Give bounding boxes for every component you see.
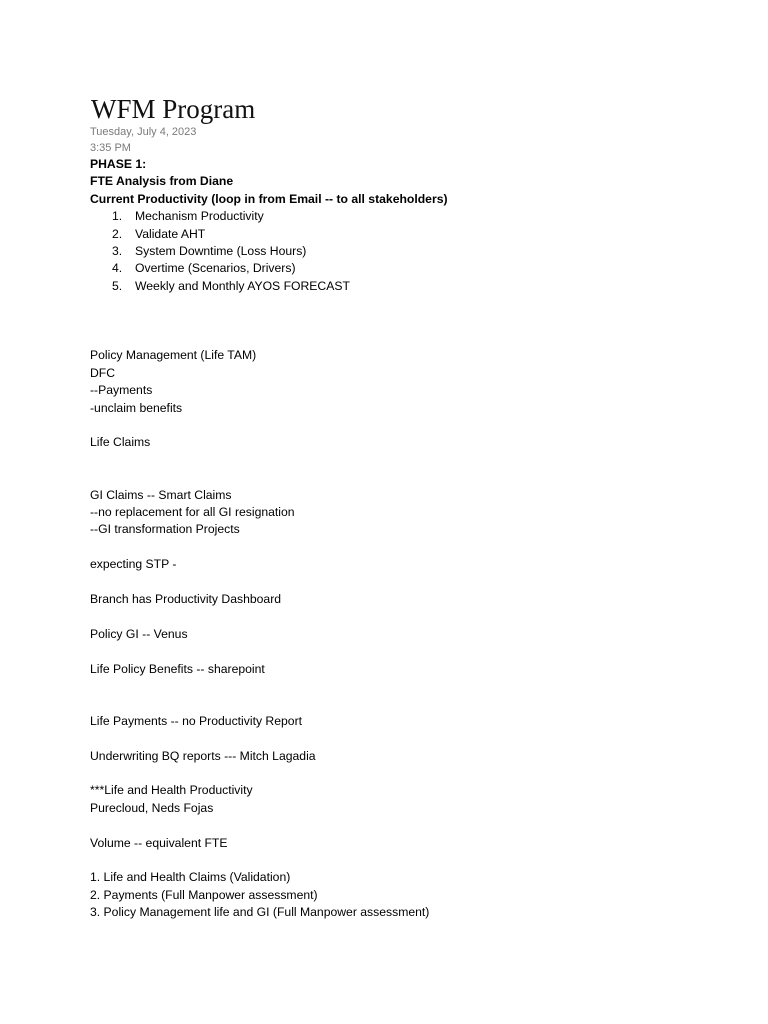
note-line: -unclaim benefits [90, 400, 183, 415]
spacer [90, 295, 730, 347]
list-item-text: Mechanism Productivity [135, 209, 264, 224]
list-item-number: 4. [112, 261, 123, 276]
list-item-number: 5. [112, 278, 123, 293]
note-page [90, 94, 730, 922]
spacer [90, 852, 730, 869]
note-line: expecting STP - [90, 557, 177, 572]
spacer [90, 608, 730, 625]
note-line: --no replacement for all GI resignation [90, 505, 295, 520]
note-line: FTE Analysis from Diane [90, 174, 234, 189]
spacer [90, 817, 730, 834]
phase-heading: PHASE 1: [90, 157, 147, 171]
note-line: Life Policy Benefits -- sharepoint [90, 661, 265, 676]
note-line: Purecloud, Neds Fojas [90, 800, 214, 815]
list-item [112, 278, 730, 295]
note-line: --GI transformation Projects [90, 522, 240, 537]
list-item [112, 243, 730, 260]
spacer [90, 452, 730, 487]
page-title: WFM Program [91, 94, 256, 124]
note-line: Policy Management (Life TAM) [90, 348, 257, 363]
list-item-text: Weekly and Monthly AYOS FORECAST [135, 278, 350, 293]
note-line: Life Payments -- no Productivity Report [90, 713, 303, 728]
note-line: GI Claims -- Smart Claims [90, 487, 232, 502]
note-body [90, 156, 730, 922]
note-line: Life Claims [90, 435, 151, 450]
list-item [112, 226, 730, 243]
spacer [90, 539, 730, 556]
list-item-text: System Downtime (Loss Hours) [135, 244, 307, 259]
numbered-list [90, 208, 730, 295]
summary-item: 2. Payments (Full Manpower assessment) [90, 887, 318, 902]
summary-item: 1. Life and Health Claims (Validation) [90, 870, 291, 885]
note-line: Underwriting BQ reports --- Mitch Lagadia [90, 748, 316, 763]
note-line: Policy GI -- Venus [90, 626, 188, 641]
list-item-number: 2. [112, 226, 123, 241]
note-line: Volume -- equivalent FTE [90, 835, 228, 850]
spacer [90, 643, 730, 660]
spacer [90, 574, 730, 591]
note-line: Branch has Productivity Dashboard [90, 592, 282, 607]
note-line: --Payments [90, 383, 153, 398]
note-time: 3:35 PM [90, 142, 131, 154]
note-line: Current Productivity (loop in from Email -- to all stakeholders) [90, 191, 448, 206]
list-item-number: 1. [112, 209, 123, 224]
list-item-text: Overtime (Scenarios, Drivers) [135, 261, 296, 276]
list-item-text: Validate AHT [135, 226, 206, 241]
note-line: DFC [90, 365, 116, 380]
spacer [90, 730, 730, 747]
list-item-number: 3. [112, 244, 123, 259]
list-item [112, 260, 730, 277]
summary-item: 3. Policy Management life and GI (Full Manpower assessment) [90, 905, 430, 920]
spacer [90, 417, 730, 434]
note-line: ***Life and Health Productivity [90, 783, 253, 798]
list-item [112, 208, 730, 225]
spacer [90, 765, 730, 782]
spacer [90, 678, 730, 713]
note-date: Tuesday, July 4, 2023 [90, 126, 197, 138]
